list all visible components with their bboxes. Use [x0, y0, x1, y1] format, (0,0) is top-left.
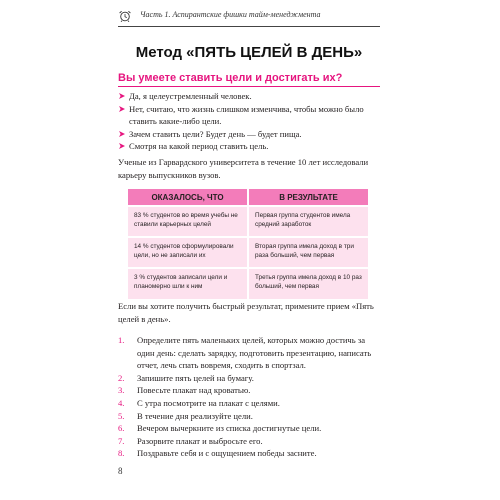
pink-pointer-icon — [118, 92, 126, 100]
page-title: Метод «ПЯТЬ ЦЕЛЕЙ В ДЕНЬ» — [135, 44, 363, 61]
steps-list — [118, 334, 380, 460]
step-item — [118, 384, 380, 397]
step-text: Повесьте плакат над кроватью. — [137, 385, 251, 396]
list-item-text: Нет, считаю, что жизнь слишком изменчива, чтобы можно было ставить какие-либо цели. — [129, 103, 364, 127]
harvard-study-table — [128, 189, 368, 299]
step-number: 7. — [118, 435, 125, 446]
step-item — [118, 334, 380, 372]
list-item — [118, 140, 380, 153]
step-number: 2. — [118, 372, 125, 383]
header-divider — [118, 26, 380, 27]
step-item — [118, 410, 380, 423]
alarm-clock-icon — [118, 10, 132, 22]
bullet-list — [118, 90, 380, 153]
table-header-cell: ОКАЗАЛОСЬ, ЧТО — [128, 189, 248, 206]
section-heading: Вы умеете ставить цели и достигать их? — [118, 72, 343, 84]
table-cell: 83 % студентов во время учебы не ставили карьерных целей — [128, 206, 248, 237]
header-text: Часть 1. Аспирантские фишки тайм-менеджмента — [140, 10, 321, 19]
table-row — [128, 268, 368, 299]
table-cell: 14 % студентов сформулировали цели, но не записали их — [128, 237, 248, 268]
step-number: 3. — [118, 385, 125, 396]
result-paragraph: Если вы хотите получить быстрый результат, примените прием «Пять целей в день». — [118, 301, 374, 324]
page-number: 8 — [118, 466, 123, 476]
step-number: 4. — [118, 397, 125, 408]
step-text: Вечером вычеркните из списка достигнутые цели. — [137, 423, 322, 434]
step-text: Запишите пять целей на бумагу. — [137, 372, 254, 383]
table-header-cell: В РЕЗУЛЬТАТЕ — [248, 189, 368, 206]
step-item — [118, 397, 380, 410]
intro-paragraph: Ученые из Гарвардского университета в течение 10 лет исследовали карьеру выпускников вузов. — [118, 157, 369, 180]
table-row — [128, 237, 368, 268]
step-text: С утра посмотрите на плакат с целями. — [137, 397, 280, 408]
table-row — [128, 206, 368, 237]
step-item — [118, 435, 380, 448]
step-text: В течение дня реализуйте цели. — [137, 410, 253, 421]
list-item-text: Да, я целеустремленный человек. — [129, 91, 252, 101]
table-cell: 3 % студентов записали цели и планомерно шли к ним — [128, 268, 248, 299]
pink-pointer-icon — [118, 130, 126, 138]
step-number: 6. — [118, 423, 125, 434]
table-cell: Вторая группа имела доход в три раза больший, чем первая — [248, 237, 368, 268]
step-item — [118, 447, 380, 460]
step-item — [118, 372, 380, 385]
list-item — [118, 103, 380, 128]
step-number: 1. — [118, 335, 125, 345]
running-header — [118, 6, 380, 26]
section-divider — [118, 86, 380, 87]
list-item — [118, 128, 380, 141]
list-item-text: Смотря на какой период ставить цель. — [129, 141, 269, 152]
list-item-text: Зачем ставить цели? Будет день — будет пища. — [129, 128, 302, 139]
table-header-row — [128, 189, 368, 206]
pink-pointer-icon — [118, 105, 126, 113]
step-item — [118, 422, 380, 435]
pink-pointer-icon — [118, 142, 126, 150]
step-number: 8. — [118, 448, 125, 459]
step-text: Поздравьте себя и с ощущением победы засните. — [137, 448, 317, 459]
step-number: 5. — [118, 410, 125, 421]
table-cell: Первая группа студентов имела средний заработок — [248, 206, 368, 237]
step-text: Определите пять маленьких целей, которых можно достичь за один день: сделать зарядку, подготовить презентацию, написать отчет, лечь спать вовремя, сходить в спортзал. — [137, 335, 372, 371]
list-item — [118, 90, 380, 103]
step-text: Разорвите плакат и выбросьте его. — [137, 435, 263, 446]
table-cell: Третья группа имела доход в 10 раз больший, чем первая — [248, 268, 368, 299]
